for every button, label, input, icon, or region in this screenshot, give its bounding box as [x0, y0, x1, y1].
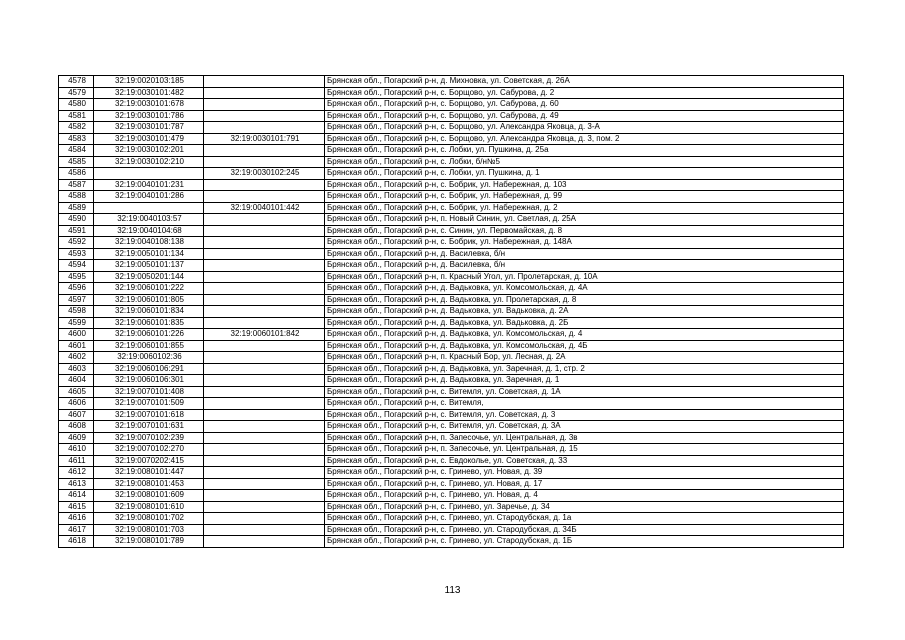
secondary-cadastral-number-cell — [204, 386, 325, 398]
address-cell: Брянская обл., Погарский р-н, п. Красный Угол, ул. Пролетарская, д. 10А — [325, 271, 844, 283]
cadastral-number-cell: 32:19:0060106:301 — [94, 375, 204, 387]
table-row — [59, 179, 844, 191]
cadastral-number-cell: 32:19:0060106:291 — [94, 363, 204, 375]
cadastral-number-cell: 32:19:0030101:482 — [94, 87, 204, 99]
address-cell: Брянская обл., Погарский р-н, д. Василевка, б/н — [325, 248, 844, 260]
row-number-cell: 4599 — [59, 317, 94, 329]
secondary-cadastral-number-cell — [204, 501, 325, 513]
address-cell: Брянская обл., Погарский р-н, д. Вадьковка, ул. Вадьковка, д. 2А — [325, 306, 844, 318]
cadastral-number-cell: 32:19:0080101:610 — [94, 501, 204, 513]
row-number-cell: 4584 — [59, 145, 94, 157]
secondary-cadastral-number-cell — [204, 352, 325, 364]
secondary-cadastral-number-cell — [204, 294, 325, 306]
address-cell: Брянская обл., Погарский р-н, п. Новый Синин, ул. Светлая, д. 25А — [325, 214, 844, 226]
row-number-cell: 4613 — [59, 478, 94, 490]
cadastral-number-cell: 32:19:0050201:144 — [94, 271, 204, 283]
secondary-cadastral-number-cell — [204, 122, 325, 134]
table-row — [59, 87, 844, 99]
row-number-cell: 4600 — [59, 329, 94, 341]
table-row — [59, 76, 844, 88]
secondary-cadastral-number-cell — [204, 237, 325, 249]
secondary-cadastral-number-cell — [204, 490, 325, 502]
address-cell: Брянская обл., Погарский р-н, с. Витемля, ул. Советская, д. 3 — [325, 409, 844, 421]
row-number-cell: 4581 — [59, 110, 94, 122]
address-cell: Брянская обл., Погарский р-н, п. Красный Бор, ул. Лесная, д. 2А — [325, 352, 844, 364]
table-body — [59, 76, 844, 548]
address-cell: Брянская обл., Погарский р-н, с. Витемля, ул. Советская, д. 3А — [325, 421, 844, 433]
table-row — [59, 283, 844, 295]
property-register-table — [58, 75, 844, 548]
row-number-cell: 4578 — [59, 76, 94, 88]
row-number-cell: 4596 — [59, 283, 94, 295]
address-cell: Брянская обл., Погарский р-н, с. Бобрик, ул. Набережная, д. 103 — [325, 179, 844, 191]
table-row — [59, 398, 844, 410]
row-number-cell: 4608 — [59, 421, 94, 433]
secondary-cadastral-number-cell — [204, 513, 325, 525]
cadastral-number-cell: 32:19:0060101:222 — [94, 283, 204, 295]
secondary-cadastral-number-cell — [204, 248, 325, 260]
row-number-cell: 4616 — [59, 513, 94, 525]
cadastral-number-cell: 32:19:0060101:835 — [94, 317, 204, 329]
row-number-cell: 4606 — [59, 398, 94, 410]
cadastral-number-cell: 32:19:0070101:408 — [94, 386, 204, 398]
secondary-cadastral-number-cell — [204, 225, 325, 237]
table-row — [59, 237, 844, 249]
table-row — [59, 490, 844, 502]
secondary-cadastral-number-cell — [204, 432, 325, 444]
table-row — [59, 99, 844, 111]
row-number-cell: 4592 — [59, 237, 94, 249]
address-cell: Брянская обл., Погарский р-н, с. Гринево, ул. Новая, д. 39 — [325, 467, 844, 479]
secondary-cadastral-number-cell — [204, 375, 325, 387]
cadastral-number-cell: 32:19:0080101:447 — [94, 467, 204, 479]
row-number-cell: 4579 — [59, 87, 94, 99]
address-cell: Брянская обл., Погарский р-н, д. Вадьковка, ул. Заречная, д. 1, стр. 2 — [325, 363, 844, 375]
row-number-cell: 4605 — [59, 386, 94, 398]
secondary-cadastral-number-cell — [204, 156, 325, 168]
row-number-cell: 4610 — [59, 444, 94, 456]
table-row — [59, 536, 844, 548]
address-cell: Брянская обл., Погарский р-н, п. Запесочье, ул. Центральная, д. 3в — [325, 432, 844, 444]
page-number: 113 — [444, 585, 461, 596]
address-cell: Брянская обл., Погарский р-н, д. Василевка, б/н — [325, 260, 844, 272]
cadastral-number-cell: 32:19:0080101:703 — [94, 524, 204, 536]
address-cell: Брянская обл., Погарский р-н, д. Вадьковка, ул. Комсомольская, д. 4А — [325, 283, 844, 295]
address-cell: Брянская обл., Погарский р-н, д. Вадьковка, ул. Вадьковка, д. 2Б — [325, 317, 844, 329]
table-row — [59, 432, 844, 444]
address-cell: Брянская обл., Погарский р-н, с. Борщово, ул. Сабурова, д. 60 — [325, 99, 844, 111]
cadastral-number-cell: 32:19:0020103:185 — [94, 76, 204, 88]
cadastral-number-cell: 32:19:0040103:57 — [94, 214, 204, 226]
table-row — [59, 375, 844, 387]
secondary-cadastral-number-cell — [204, 214, 325, 226]
secondary-cadastral-number-cell — [204, 444, 325, 456]
row-number-cell: 4604 — [59, 375, 94, 387]
address-cell: Брянская обл., Погарский р-н, с. Лобки, б/н№5 — [325, 156, 844, 168]
row-number-cell: 4611 — [59, 455, 94, 467]
table-row — [59, 260, 844, 272]
address-cell: Брянская обл., Погарский р-н, д. Вадьковка, ул. Пролетарская, д. 8 — [325, 294, 844, 306]
secondary-cadastral-number-cell: 32:19:0040101:442 — [204, 202, 325, 214]
table-row — [59, 467, 844, 479]
row-number-cell: 4603 — [59, 363, 94, 375]
secondary-cadastral-number-cell: 32:19:0030102:245 — [204, 168, 325, 180]
cadastral-number-cell — [94, 202, 204, 214]
row-number-cell: 4607 — [59, 409, 94, 421]
cadastral-number-cell: 32:19:0040108:138 — [94, 237, 204, 249]
cadastral-number-cell: 32:19:0030102:201 — [94, 145, 204, 157]
cadastral-number-cell: 32:19:0040101:231 — [94, 179, 204, 191]
secondary-cadastral-number-cell — [204, 76, 325, 88]
cadastral-number-cell: 32:19:0070102:270 — [94, 444, 204, 456]
table-row — [59, 455, 844, 467]
cadastral-number-cell: 32:19:0030101:678 — [94, 99, 204, 111]
cadastral-number-cell: 32:19:0030101:787 — [94, 122, 204, 134]
table-row — [59, 122, 844, 134]
address-cell: Брянская обл., Погарский р-н, с. Борщово, ул. Александра Яковца, д. 3, пом. 2 — [325, 133, 844, 145]
secondary-cadastral-number-cell — [204, 340, 325, 352]
address-cell: Брянская обл., Погарский р-н, с. Витемля, ул. Советская, д. 1А — [325, 386, 844, 398]
row-number-cell: 4583 — [59, 133, 94, 145]
cadastral-number-cell: 32:19:0060101:834 — [94, 306, 204, 318]
row-number-cell: 4594 — [59, 260, 94, 272]
table-row — [59, 271, 844, 283]
secondary-cadastral-number-cell: 32:19:0060101:842 — [204, 329, 325, 341]
row-number-cell: 4590 — [59, 214, 94, 226]
table-row — [59, 340, 844, 352]
cadastral-number-cell: 32:19:0080101:453 — [94, 478, 204, 490]
address-cell: Брянская обл., Погарский р-н, с. Лобки, ул. Пушкина, д. 25а — [325, 145, 844, 157]
cadastral-number-cell: 32:19:0040101:286 — [94, 191, 204, 203]
table-row — [59, 352, 844, 364]
cadastral-number-cell: 32:19:0050101:137 — [94, 260, 204, 272]
cadastral-number-cell: 32:19:0070101:509 — [94, 398, 204, 410]
table-row — [59, 145, 844, 157]
address-cell: Брянская обл., Погарский р-н, д. Вадьковка, ул. Заречная, д. 1 — [325, 375, 844, 387]
row-number-cell: 4582 — [59, 122, 94, 134]
cadastral-number-cell: 32:19:0030101:479 — [94, 133, 204, 145]
table-row — [59, 409, 844, 421]
table-row — [59, 363, 844, 375]
table-row — [59, 524, 844, 536]
table-row — [59, 478, 844, 490]
secondary-cadastral-number-cell — [204, 179, 325, 191]
table-row — [59, 513, 844, 525]
address-cell: Брянская обл., Погарский р-н, с. Гринево, ул. Стародубская, д. 1Б — [325, 536, 844, 548]
cadastral-number-cell: 32:19:0060102:36 — [94, 352, 204, 364]
table-row — [59, 501, 844, 513]
table-row — [59, 386, 844, 398]
cadastral-number-cell: 32:19:0080101:609 — [94, 490, 204, 502]
address-cell: Брянская обл., Погарский р-н, с. Борщово, ул. Александра Яковца, д. 3-А — [325, 122, 844, 134]
secondary-cadastral-number-cell — [204, 260, 325, 272]
row-number-cell: 4618 — [59, 536, 94, 548]
secondary-cadastral-number-cell — [204, 317, 325, 329]
row-number-cell: 4617 — [59, 524, 94, 536]
secondary-cadastral-number-cell — [204, 99, 325, 111]
secondary-cadastral-number-cell — [204, 409, 325, 421]
table-row — [59, 444, 844, 456]
cadastral-number-cell: 32:19:0060101:805 — [94, 294, 204, 306]
row-number-cell: 4602 — [59, 352, 94, 364]
row-number-cell: 4586 — [59, 168, 94, 180]
table-row — [59, 191, 844, 203]
table-row — [59, 294, 844, 306]
row-number-cell: 4614 — [59, 490, 94, 502]
row-number-cell: 4589 — [59, 202, 94, 214]
secondary-cadastral-number-cell — [204, 421, 325, 433]
secondary-cadastral-number-cell — [204, 283, 325, 295]
table-row — [59, 168, 844, 180]
table-row — [59, 306, 844, 318]
cadastral-number-cell: 32:19:0070102:239 — [94, 432, 204, 444]
secondary-cadastral-number-cell: 32:19:0030101:791 — [204, 133, 325, 145]
cadastral-number-cell: 32:19:0070202:415 — [94, 455, 204, 467]
row-number-cell: 4580 — [59, 99, 94, 111]
secondary-cadastral-number-cell — [204, 467, 325, 479]
secondary-cadastral-number-cell — [204, 145, 325, 157]
secondary-cadastral-number-cell — [204, 271, 325, 283]
secondary-cadastral-number-cell — [204, 306, 325, 318]
address-cell: Брянская обл., Погарский р-н, с. Евдоколье, ул. Советская, д. 33 — [325, 455, 844, 467]
table-row — [59, 133, 844, 145]
row-number-cell: 4615 — [59, 501, 94, 513]
address-cell: Брянская обл., Погарский р-н, с. Бобрик, ул. Набережная, д. 148А — [325, 237, 844, 249]
cadastral-number-cell: 32:19:0040104:68 — [94, 225, 204, 237]
secondary-cadastral-number-cell — [204, 191, 325, 203]
table-row — [59, 225, 844, 237]
cadastral-number-cell: 32:19:0030101:786 — [94, 110, 204, 122]
row-number-cell: 4597 — [59, 294, 94, 306]
address-cell: Брянская обл., Погарский р-н, с. Борщово, ул. Сабурова, д. 49 — [325, 110, 844, 122]
row-number-cell: 4585 — [59, 156, 94, 168]
table-row — [59, 214, 844, 226]
row-number-cell: 4588 — [59, 191, 94, 203]
secondary-cadastral-number-cell — [204, 110, 325, 122]
row-number-cell: 4593 — [59, 248, 94, 260]
address-cell: Брянская обл., Погарский р-н, с. Гринево, ул. Стародубская, д. 1а — [325, 513, 844, 525]
address-cell: Брянская обл., Погарский р-н, с. Лобки, ул. Пушкина, д. 1 — [325, 168, 844, 180]
table-row — [59, 110, 844, 122]
row-number-cell: 4601 — [59, 340, 94, 352]
secondary-cadastral-number-cell — [204, 87, 325, 99]
secondary-cadastral-number-cell — [204, 455, 325, 467]
table-row — [59, 421, 844, 433]
address-cell: Брянская обл., Погарский р-н, с. Витемля, — [325, 398, 844, 410]
cadastral-number-cell: 32:19:0060101:855 — [94, 340, 204, 352]
cadastral-number-cell: 32:19:0060101:226 — [94, 329, 204, 341]
cadastral-number-cell: 32:19:0030102:210 — [94, 156, 204, 168]
address-cell: Брянская обл., Погарский р-н, д. Михновка, ул. Советская, д. 26А — [325, 76, 844, 88]
table-row — [59, 248, 844, 260]
address-cell: Брянская обл., Погарский р-н, с. Гринево, ул. Стародубская, д. 34Б — [325, 524, 844, 536]
address-cell: Брянская обл., Погарский р-н, п. Запесочье, ул. Центральная, д. 15 — [325, 444, 844, 456]
address-cell: Брянская обл., Погарский р-н, с. Гринево, ул. Заречье, д. 34 — [325, 501, 844, 513]
cadastral-number-cell: 32:19:0070101:618 — [94, 409, 204, 421]
row-number-cell: 4587 — [59, 179, 94, 191]
address-cell: Брянская обл., Погарский р-н, д. Вадьковка, ул. Комсомольская, д. 4 — [325, 329, 844, 341]
row-number-cell: 4595 — [59, 271, 94, 283]
row-number-cell: 4609 — [59, 432, 94, 444]
address-cell: Брянская обл., Погарский р-н, с. Бобрик, ул. Набережная, д. 2 — [325, 202, 844, 214]
address-cell: Брянская обл., Погарский р-н, с. Борщово, ул. Сабурова, д. 2 — [325, 87, 844, 99]
secondary-cadastral-number-cell — [204, 363, 325, 375]
secondary-cadastral-number-cell — [204, 536, 325, 548]
table-row — [59, 156, 844, 168]
secondary-cadastral-number-cell — [204, 478, 325, 490]
cadastral-number-cell — [94, 168, 204, 180]
secondary-cadastral-number-cell — [204, 398, 325, 410]
address-cell: Брянская обл., Погарский р-н, с. Гринево, ул. Новая, д. 4 — [325, 490, 844, 502]
secondary-cadastral-number-cell — [204, 524, 325, 536]
address-cell: Брянская обл., Погарский р-н, с. Синин, ул. Первомайская, д. 8 — [325, 225, 844, 237]
cadastral-number-cell: 32:19:0070101:631 — [94, 421, 204, 433]
row-number-cell: 4612 — [59, 467, 94, 479]
address-cell: Брянская обл., Погарский р-н, с. Гринево, ул. Новая, д. 17 — [325, 478, 844, 490]
address-cell: Брянская обл., Погарский р-н, д. Вадьковка, ул. Комсомольская, д. 4Б — [325, 340, 844, 352]
table-row — [59, 202, 844, 214]
cadastral-number-cell: 32:19:0080101:789 — [94, 536, 204, 548]
address-cell: Брянская обл., Погарский р-н, с. Бобрик, ул. Набережная, д. 99 — [325, 191, 844, 203]
cadastral-number-cell: 32:19:0050101:134 — [94, 248, 204, 260]
table-row — [59, 329, 844, 341]
table-row — [59, 317, 844, 329]
row-number-cell: 4598 — [59, 306, 94, 318]
cadastral-number-cell: 32:19:0080101:702 — [94, 513, 204, 525]
row-number-cell: 4591 — [59, 225, 94, 237]
